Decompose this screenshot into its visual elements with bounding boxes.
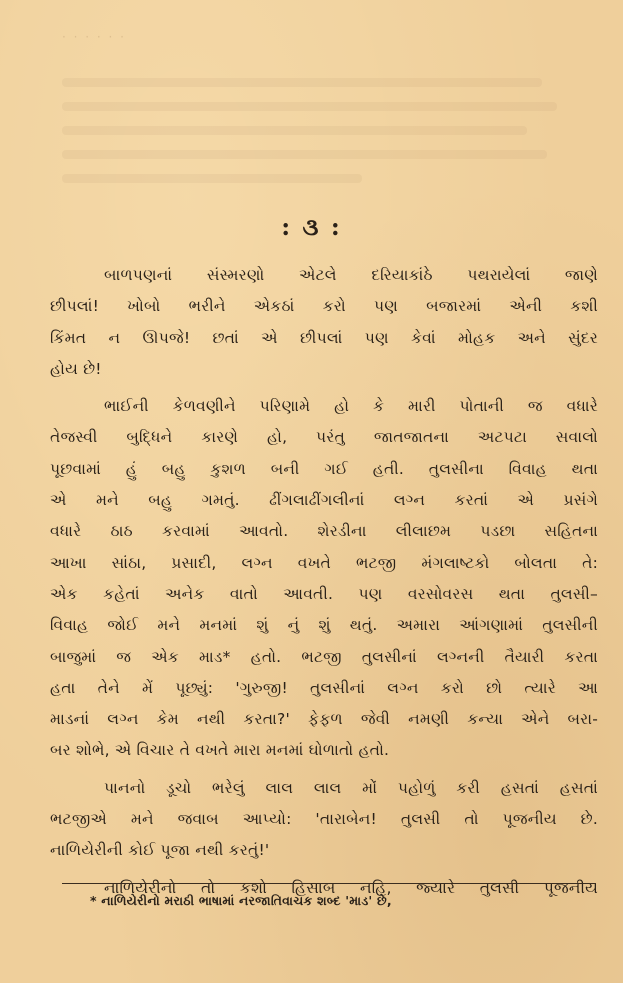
text-line: બાજુમાં જ એક માડ* હતો. ભટજી તુલસીનાં લગ્નની તૈયારી કરતા [50,647,598,666]
paragraph [50,391,598,767]
text-line: નાળિયેરીની કોઈ પૂજા નથી કરતું!' [50,841,270,860]
text-line: કિંમત ન ઊપજે! છતાં એ છીપલાં પણ કેવાં મોહક અને સુંદર [50,328,598,347]
text-line: ભટજીએ મને જવાબ આપ્યો: 'તારાબેન! તુલસી તો પૂજનીય છે. [50,810,598,829]
text-line: બાળપણનાં સંસ્મરણો એટલે દરિયાકાંઠે પથરાયેલાં જાણે [104,266,598,284]
text-line: નાળિયેરીનો તો કશો હિસાબ નહિ, જ્યારે તુલસી પૂજનીય [104,878,598,897]
text-line: એક કહેતાં અનેક વાતો આવતી. પણ વરસોવરસ થતા તુલસી– [50,584,598,603]
text-line: તેજસ્વી બુદ્ધિને કારણે હો, પરંતુ જાતજાતના અટપટા સવાલો [50,428,598,447]
text-line: વિવાહ જોઈ મને મનમાં શું નું શું થતું. અમારા આંગણામાં તુલસીની [50,616,598,635]
chapter-number: : ૩ : [281,212,342,241]
footnote-divider [62,883,596,884]
text-line: વધારે ઠાઠ કરવામાં આવતો. શેરડીના લીલાછમ પડછા સહિતના [50,522,598,541]
text-line: બર શોભે, એ વિચાર તે વખતે મારા મનમાં ઘોળાતો હતો. [50,741,390,760]
text-line: પૂછવામાં હું બહુ કુશળ બની ગઈ હતી. તુલસીના વિવાહ થતા [50,459,598,478]
footnote: * નાળિયેરીનો મરાઠી ભાષામાં નરજાતિવાચક શબ્દ 'માડ' છે, [90,893,392,908]
paragraph [50,773,598,867]
bleed-through-text [62,78,562,198]
paragraph [50,260,598,385]
text-line: હતા તેને મેં પૂછ્યું: 'ગુરુજી! તુલસીનાં લગ્ન કરો છો ત્યારે આ [50,678,598,697]
text-line: છીપલાં! ખોબો ભરીને એકઠાં કરો પણ બજારમાં એની કશી [50,297,598,316]
text-line: પાનનો ડૂચો ભરેલું લાલ લાલ મોં પહોળું કરી હસતાં હસતાં [104,778,598,797]
text-line: હોય છે! [50,359,102,378]
text-line: આખા સાંઠા, પ્રસાદી, લગ્ન વખતે ભટજી મંગલાષ્ટકો બોલતા તે: [50,553,598,572]
body-text [50,260,598,910]
text-line: માડનાં લગ્ન કેમ નથી કરતા?' ફેફળ જેવી નમણી કન્યા એને બરા- [50,710,598,729]
text-line: એ મને બહુ ગમતું. ઢીંગલાઢીંગલીનાં લગ્ન કરતાં એ પ્રસંગે [50,491,598,510]
text-line: ભાઈની કેળવણીને પરિણામે હો કે મારી પોતાની જ વધારે [104,397,598,416]
bleed-through-header: · · · · · · [62,30,126,44]
